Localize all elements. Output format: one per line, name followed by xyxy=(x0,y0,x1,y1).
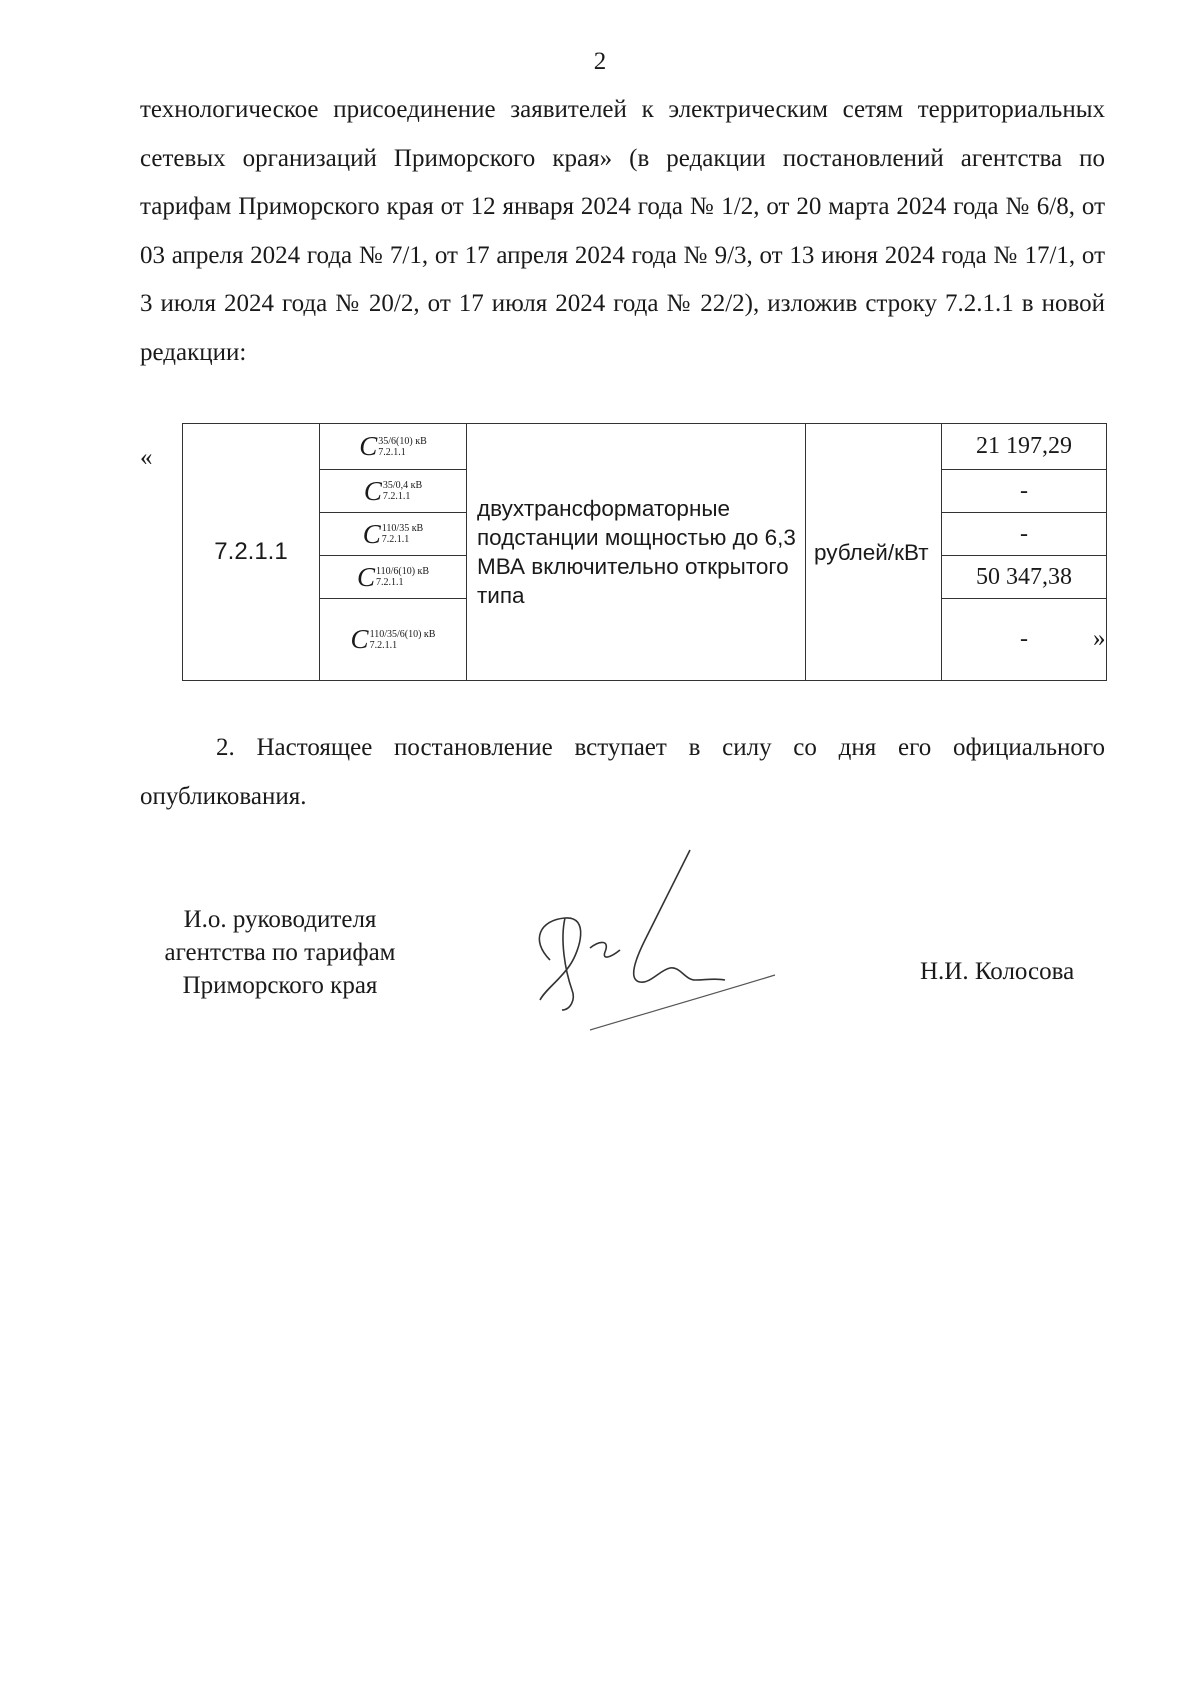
unit-cell: рублей/кВт xyxy=(806,424,942,681)
formula-subscript: 7.2.1.1 xyxy=(375,577,404,588)
formula-superscript: 110/6(10) кВ xyxy=(375,566,430,577)
amendment-paragraph: технологическое присоединение заявителей к электрическим сетям территориальных сетевых организаций Приморского края» (в редакции постановлений агентства по тарифам Приморского края от 12 января 2024 года № 1/2, от 20 марта 2024 года № 6/8, от 03 апреля 2024 года № 7/1, от 17 апреля 2024 года № 9/3, от 13 июня 2024 года № 17/1, от 3 июля 2024 года № 20/2, от 17 июля 2024 года № 22/2), изложив строку 7.2.1.1 в новой редакции: xyxy=(140,96,1105,366)
formula xyxy=(359,431,426,462)
formula-cell xyxy=(320,470,467,513)
signature-block xyxy=(140,903,420,1002)
formula-symbol: C xyxy=(362,518,381,549)
signer-name: Н.И. Колосова xyxy=(920,958,1075,985)
value-cell: - xyxy=(942,470,1107,513)
description-cell: двухтрансформаторные подстанции мощностью до 6,3 МВА включительно открытого типа xyxy=(467,424,806,681)
formula xyxy=(363,519,423,550)
formula-cell xyxy=(320,556,467,599)
page-number: 2 xyxy=(593,48,607,75)
formula-superscript: 35/0,4 кВ xyxy=(382,480,423,491)
formula xyxy=(364,476,422,507)
value-cell: 21 197,29 xyxy=(942,424,1107,470)
signer-position-line-2: агентства по тарифам xyxy=(164,939,396,966)
effective-date-paragraph: 2. Настоящее постановление вступает в силу со дня его официального опубликования. xyxy=(140,734,1105,810)
closing-quote: » xyxy=(1093,625,1106,652)
row-code-cell: 7.2.1.1 xyxy=(183,424,320,681)
formula-subscript: 7.2.1.1 xyxy=(382,491,411,502)
value-cell: - xyxy=(942,513,1107,556)
formula-cell xyxy=(320,424,467,470)
signer-position-line-3: Приморского края xyxy=(182,972,378,999)
formula xyxy=(351,624,436,655)
tariff-table xyxy=(182,423,1107,681)
value-cell: 50 347,38 xyxy=(942,556,1107,599)
formula-cell xyxy=(320,599,467,681)
handwritten-signature xyxy=(510,840,780,1040)
formula-symbol: C xyxy=(359,431,378,461)
formula-subscript: 7.2.1.1 xyxy=(381,534,410,545)
value-cell: - xyxy=(942,599,1107,681)
formula-subscript: 7.2.1.1 xyxy=(369,639,398,651)
formula xyxy=(357,562,429,593)
formula-cell xyxy=(320,513,467,556)
formula-subscript: 7.2.1.1 xyxy=(378,446,406,458)
formula-symbol: C xyxy=(356,561,375,592)
table-row xyxy=(183,424,1107,470)
formula-symbol: C xyxy=(363,475,382,506)
opening-quote: « xyxy=(140,444,153,471)
formula-superscript: 110/35 кВ xyxy=(381,523,424,534)
formula-superscript: 110/35/6(10) кВ xyxy=(369,628,436,640)
formula-superscript: 35/6(10) кВ xyxy=(378,435,427,447)
formula-symbol: C xyxy=(350,624,369,654)
signer-position-line-1: И.о. руководителя xyxy=(183,906,377,933)
